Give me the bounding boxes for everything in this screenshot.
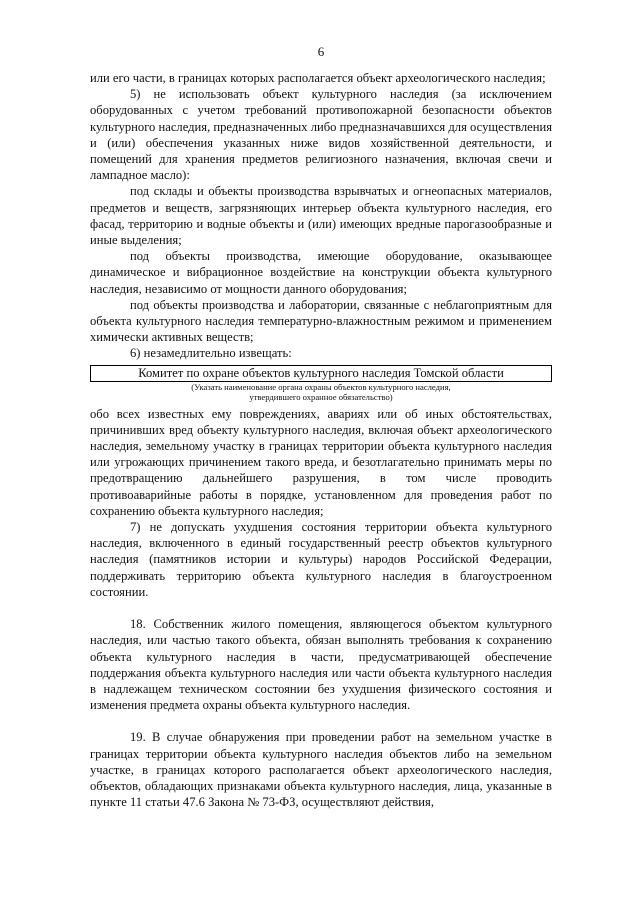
section-18: 18. Собственник жилого помещения, являющегося объектом культурного наследия, или частью такого объекта, обязан выполнять требования к сохранению объекта культурного наследия в части, предусматривающей обеспечение поддержания объекта культурного наследия или части объекта культурного наследия в надлежащем техническом состоянии без ухудшения физического состояния и изменения предмета охраны объекта культурного наследия. bbox=[90, 617, 552, 713]
paragraph-item-6: 6) незамедлительно извещать: bbox=[130, 346, 292, 361]
paragraph: под объекты производства и лаборатории, связанные с неблагоприятным для объекта культурного наследия температурно-влажностным режимом и применением химически активных веществ; bbox=[90, 297, 552, 345]
paragraph-item-5: 5) не использовать объект культурного наследия (за исключением оборудованных с учетом требований противопожарной безопасности объектов культурного наследия, предназначенных либо предназначавшихся для осуществления и (или) обеспечения указанных ниже видов хозяйственной деятельности, и помещений для хранения предметов религиозного назначения, включая свечи и лампадное масло): bbox=[90, 87, 552, 183]
middle-paragraphs bbox=[90, 406, 552, 600]
organ-name-box: Комитет по охране объектов культурного наследия Томской области bbox=[90, 365, 552, 382]
paragraph: под склады и объекты производства взрывчатых и огнеопасных материалов, предметов и веществ, загрязняющих интерьер объекта культурного наследия, его фасад, территорию и водные объекты и (или) имеющих вредные парогазообразные и иные выделения; bbox=[90, 184, 552, 248]
organ-caption-line: (Указать наименование органа охраны объектов культурного наследия, bbox=[191, 381, 451, 392]
top-paragraphs bbox=[90, 70, 552, 362]
paragraph: обо всех известных ему повреждениях, авариях или об иных обстоятельствах, причинивших вред объекту культурного наследия, включая объект археологического наследия, земельному участку в границах территории объекта культурного наследия или угрожающих причинением такого вреда, и безотлагательно принимать меры по предотвращению дальнейшего разрушения, в том числе проводить противоаварийные работы в порядке, установленном для проведения работ по сохранению объекта культурного наследия; bbox=[90, 406, 552, 518]
organ-caption bbox=[90, 382, 552, 403]
organ-caption-line: утвердившего охранное обязательство) bbox=[249, 392, 393, 403]
paragraph: под объекты производства, имеющие оборудование, оказывающее динамическое и вибрационное воздействие на конструкции объекта культурного наследия, независимо от мощности данного оборудования; bbox=[90, 249, 552, 296]
page-number: 6 bbox=[317, 44, 325, 59]
spacer bbox=[90, 600, 552, 616]
paragraph: или его части, в границах которых располагается объект археологического наследия; bbox=[90, 71, 546, 85]
paragraph-item-7: 7) не допускать ухудшения состояния территории объекта культурного наследия, включенного в единый государственный реестр объектов культурного наследия (памятников истории и культуры) народов Российской Федерации, поддерживать территорию объекта культурного наследия в благоустроенном состоянии. bbox=[90, 520, 552, 599]
section-19: 19. В случае обнаружения при проведении работ на земельном участке в границах территории объекта культурного наследия объектов либо на земельном участке, в границах которого располагается объект археологического наследия, объектов, обладающих признаками объекта культурного наследия, лица, указанные в пункте 11 статьи 47.6 Закона № 73-ФЗ, осуществляют действия, bbox=[90, 730, 552, 810]
spacer bbox=[90, 713, 552, 729]
